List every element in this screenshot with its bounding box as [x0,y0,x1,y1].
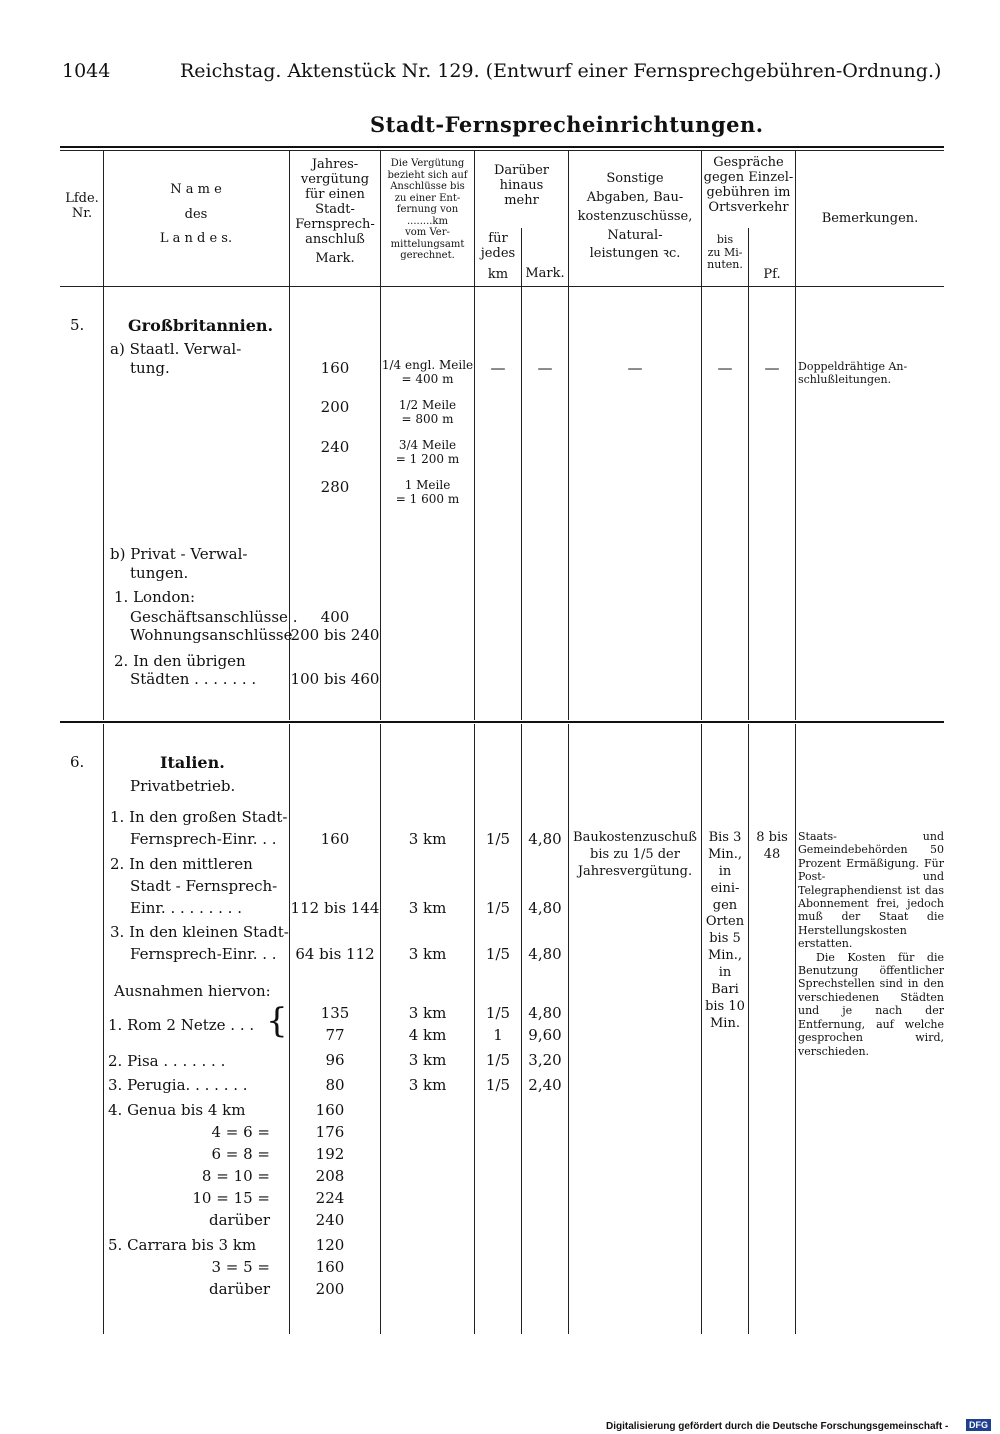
col-header-bemerkungen: Bemerkungen. [821,211,919,226]
gb-dash-km: — [490,359,506,377]
gb-a-label: a) Staatl. Verwal- [110,340,242,358]
it-genua-3-mark: 208 [315,1167,345,1185]
col-header-jahres: Jahres- vergütung für einen Stadt- Fernsprech- anschluß Mark. [295,157,375,266]
page-number: 1044 [62,60,111,82]
gb-uebrige-1: 2. In den übrigen [114,652,246,670]
col-header-darueber-mark: Mark. [525,266,565,281]
col-line [795,150,796,720]
it-rom-km-1: 3 km [408,1004,447,1022]
it-carrara-2: darüber [208,1280,270,1298]
it-pisa: 2. Pisa . . . . . . . [108,1052,226,1070]
gb-dist-1: 1/4 engl. Meile = 400 m [381,358,474,386]
it-r2-frac: 1/5 [485,899,511,917]
it-rom-val-1: 4,80 [528,1004,562,1022]
gb-wohnung: Wohnungsanschlüsse [130,626,293,644]
it-r1-km: 3 km [408,830,447,848]
it-carrara-0-mark: 120 [315,1236,345,1254]
it-perugia-km: 3 km [408,1076,447,1094]
it-genua-2-mark: 192 [315,1145,345,1163]
col-header-lfd: Lfde. Nr. [65,191,99,221]
it-r3-val: 4,80 [528,945,562,963]
it-pisa-mark: 96 [325,1051,345,1069]
it-carrara-2-mark: 200 [315,1280,345,1298]
it-perugia: 3. Perugia. . . . . . . [108,1076,248,1094]
it-r3-mark: 64 bis 112 [295,945,375,963]
gb-wohnung-mark: 200 bis 240 [290,626,380,644]
it-genua-1: 4 = 6 = [211,1123,270,1141]
it-rom-one: 1 [493,1026,503,1044]
it-genua-4-mark: 224 [315,1189,345,1207]
col-header-gespraeche: Gespräche gegen Einzel- gebühren im Ortsverkehr [703,155,794,215]
it-rom-mark-1: 135 [320,1004,350,1022]
gb-mark-200: 200 [320,398,350,416]
it-genua-0: 4. Genua bis 4 km [108,1101,246,1119]
table-top-rule [60,146,944,148]
gb-dash-pf: — [764,359,780,377]
it-nr: 6. [70,753,85,771]
gb-country: Großbritannien. [128,316,274,335]
it-r2-km: 3 km [408,899,447,917]
col-line [795,724,796,1334]
it-country: Italien. [160,753,225,772]
it-carrara-1-mark: 160 [315,1258,345,1276]
it-r2b: Stadt - Fernsprech- [130,877,278,895]
gb-dash-sonstige: — [627,359,643,377]
col-header-name: N a m e des L a n d e s. [159,182,233,247]
it-rom-val-2: 9,60 [528,1026,562,1044]
col-line [748,724,749,1334]
it-perugia-val: 2,40 [528,1076,562,1094]
it-genua-1-mark: 176 [315,1123,345,1141]
table-top-rule-2 [60,150,944,151]
section-divider [60,721,944,723]
it-perugia-frac: 1/5 [485,1076,511,1094]
it-carrara-0: 5. Carrara bis 3 km [108,1236,257,1254]
col-header-darueber: Darüber hinaus mehr [494,163,549,208]
it-pf: 8 bis 48 [756,830,788,862]
it-r3b: Fernsprech-Einr. . . [130,945,277,963]
gb-dist-4: 1 Meile = 1 600 m [395,478,460,506]
gb-geschaeft-mark: 400 [320,608,350,626]
it-r3a: 3. In den kleinen Stadt- [110,923,289,941]
it-remark: Staats- und Gemeindebehörden 50 Prozent Ermäßigung. Für Post- und Telegraphendienst ist das Abonnement frei, jedoch muß der Staat die Herstellungskosten erstatten. Die Kosten für die Benutzung öffentlicher Sprechstellen sind in den verschiedenen Städten und je nach der Entfernung, auf welche gesprochen wird, verschieden. [798,830,944,1058]
it-genua-5: darüber [208,1211,270,1229]
col-header-gespraeche-pf: Pf. [763,267,781,282]
it-betrieb: Privatbetrieb. [130,777,236,795]
col-line [521,228,522,720]
it-r1-frac: 1/5 [485,830,511,848]
gb-remark: Doppeldrähtige An- schlußleitungen. [798,360,908,386]
it-pisa-val: 3,20 [528,1051,562,1069]
gb-london: 1. London: [114,588,196,606]
it-genua-5-mark: 240 [315,1211,345,1229]
it-r1-mark: 160 [320,830,350,848]
it-r2-mark: 112 bis 144 [290,899,380,917]
gb-mark-240: 240 [320,438,350,456]
gb-b-label2: tungen. [130,564,189,582]
col-line [103,724,104,1334]
col-header-gespraeche-min: bis zu Mi- nuten. [707,233,743,272]
gb-b-label: b) Privat - Verwal- [110,545,248,563]
gb-uebrige-mark: 100 bis 460 [290,670,380,688]
it-r3-frac: 1/5 [485,945,511,963]
col-header-verguetung: Die Vergütung bezieht sich auf Anschlüsse bis zu einer Ent- fernung von ........km vom Ver- mittelungsamt gerechnet. [387,158,468,261]
gb-dist-3: 3/4 Meile = 1 200 m [395,438,460,466]
it-rom-km-2: 4 km [408,1026,447,1044]
gb-dist-2: 1/2 Meile = 800 m [398,398,457,426]
gb-uebrige-2: Städten . . . . . . . [130,670,257,688]
it-r2a: 2. In den mittleren [110,855,253,873]
header-bottom-rule [60,286,944,287]
it-pisa-km: 3 km [408,1051,447,1069]
gb-a-label2: tung. [130,359,170,377]
col-line [748,228,749,720]
col-line [568,724,569,1334]
gb-dash-min: — [717,359,733,377]
gb-geschaeft: Geschäftsanschlüsse . [130,608,298,626]
it-rom-mark-2: 77 [325,1026,345,1044]
document-title: Stadt-Fernsprecheinrichtungen. [370,112,764,137]
it-carrara-1: 3 = 5 = [211,1258,270,1276]
footer-credit: Digitalisierung gefördert durch die Deutsche Forschungsgemeinschaft - [606,1421,949,1432]
it-genua-0-mark: 160 [315,1101,345,1119]
it-genua-3: 8 = 10 = [201,1167,270,1185]
it-r2-val: 4,80 [528,899,562,917]
it-r2c: Einr. . . . . . . . . [130,899,242,917]
it-genua-2: 6 = 8 = [211,1145,270,1163]
col-header-darueber-sub: für jedes km [480,231,516,282]
gb-mark-280: 280 [320,478,350,496]
it-rom: 1. Rom 2 Netze . . . [108,1016,255,1034]
it-pisa-frac: 1/5 [485,1051,511,1069]
it-sonstige: Baukostenzuschuß bis zu 1/5 der Jahresvergütung. [573,830,697,879]
it-r1-val: 4,80 [528,830,562,848]
running-title: Reichstag. Aktenstück Nr. 129. (Entwurf einer Fernsprechgebühren-Ordnung.) [180,60,942,82]
it-genua-4: 10 = 15 = [192,1189,270,1207]
gb-dash-mark: — [537,359,553,377]
col-header-sonstige: Sonstige Abgaben, Bau- kostenzuschüsse, Natural- leistungen ꝛc. [577,171,693,262]
brace-icon: { [266,1001,288,1041]
it-minuten: Bis 3 Min., in eini- gen Orten bis 5 Min., in Bari bis 10 Min. [705,830,745,1031]
dfg-logo: DFG [966,1419,991,1431]
it-ausnahmen: Ausnahmen hiervon: [114,982,271,1000]
gb-mark-160: 160 [320,359,350,377]
it-r1a: 1. In den großen Stadt- [110,808,288,826]
it-perugia-mark: 80 [325,1076,345,1094]
gb-nr: 5. [70,316,85,334]
it-r1b: Fernsprech-Einr. . . [130,830,277,848]
it-rom-frac: 1/5 [485,1004,511,1022]
it-r3-km: 3 km [408,945,447,963]
